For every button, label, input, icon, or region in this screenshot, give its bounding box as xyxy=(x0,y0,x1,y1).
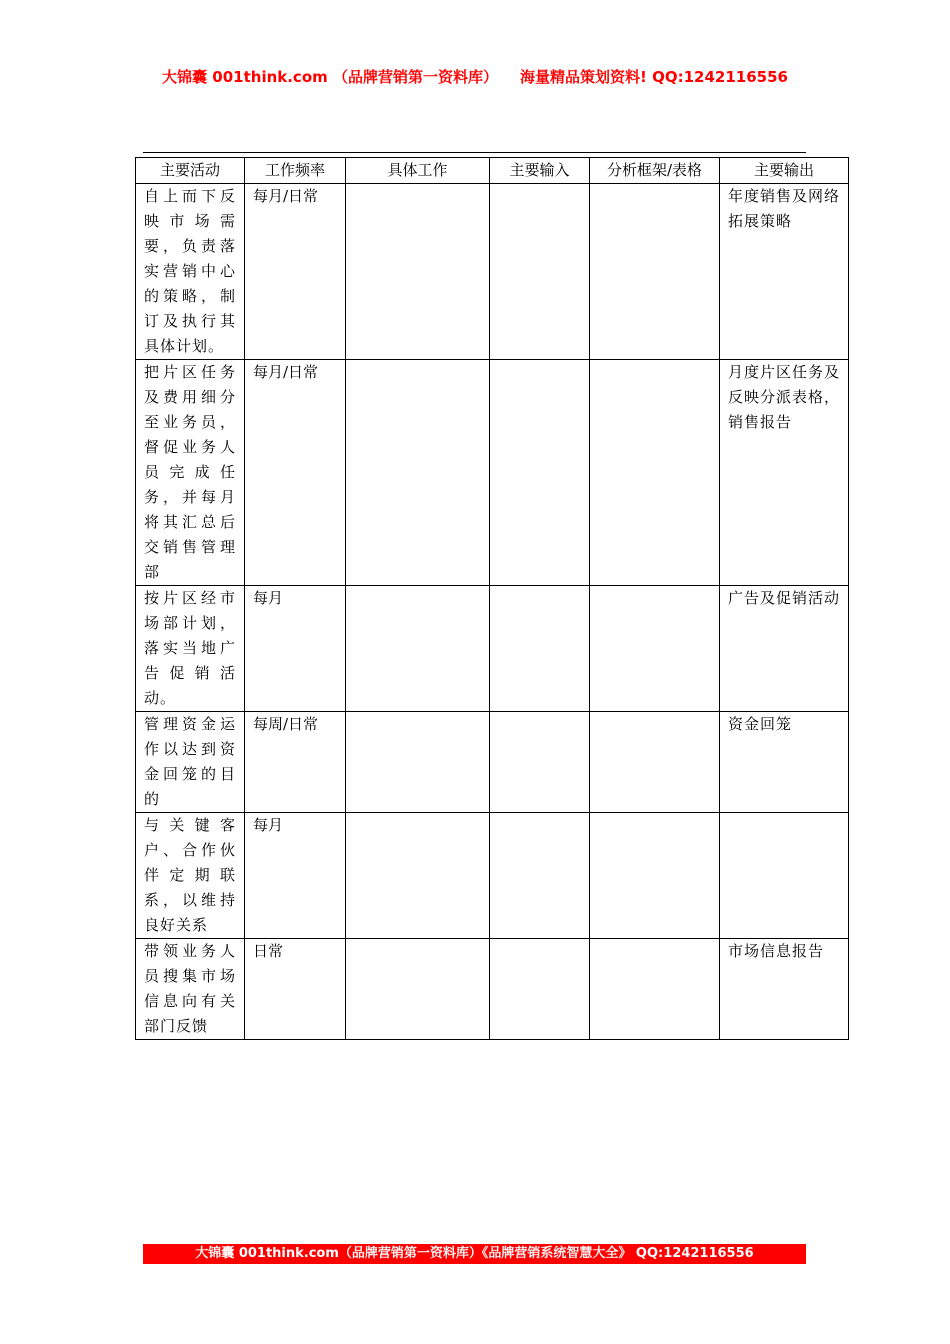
header-divider xyxy=(143,152,806,153)
activity-cell: 管理资金运作以达到资金回笼的目的 xyxy=(136,712,245,813)
framework-cell xyxy=(590,360,720,586)
output-cell: 年度销售及网络拓展策略 xyxy=(720,184,849,360)
input-cell xyxy=(490,813,590,939)
frequency-cell: 每月 xyxy=(245,813,346,939)
activity-cell: 自上而下反映市场需要，负责落实营销中心的策略，制订及执行其具体计划。 xyxy=(136,184,245,360)
frequency-cell: 每周/日常 xyxy=(245,712,346,813)
table-row xyxy=(136,586,849,712)
work-cell xyxy=(346,586,490,712)
header-slogan: 海量精品策划资料! xyxy=(520,68,647,86)
header-qq: QQ:1242116556 xyxy=(652,68,788,86)
output-cell: 市场信息报告 xyxy=(720,939,849,1040)
frequency-cell: 每月 xyxy=(245,586,346,712)
output-cell xyxy=(720,813,849,939)
column-header-output: 主要输出 xyxy=(720,158,849,184)
table-header-row xyxy=(136,158,849,184)
work-cell xyxy=(346,360,490,586)
header-tagline: （品牌营销第一资料库） xyxy=(333,68,499,86)
duty-table xyxy=(135,157,849,1040)
footer-banner: 大锦囊 001think.com（品牌营销第一资料库）《品牌营销系统智慧大全》 QQ:1242116556 xyxy=(143,1244,806,1264)
output-cell: 月度片区任务及反映分派表格，销售报告 xyxy=(720,360,849,586)
work-cell xyxy=(346,939,490,1040)
activity-cell: 与关键客户、合作伙伴定期联系，以维持良好关系 xyxy=(136,813,245,939)
table-row xyxy=(136,184,849,360)
input-cell xyxy=(490,184,590,360)
input-cell xyxy=(490,939,590,1040)
work-cell xyxy=(346,712,490,813)
frequency-cell: 每月/日常 xyxy=(245,184,346,360)
work-cell xyxy=(346,813,490,939)
frequency-cell: 日常 xyxy=(245,939,346,1040)
output-cell: 广告及促销活动 xyxy=(720,586,849,712)
framework-cell xyxy=(590,939,720,1040)
framework-cell xyxy=(590,586,720,712)
framework-cell xyxy=(590,813,720,939)
header-banner xyxy=(0,66,950,87)
table-row xyxy=(136,939,849,1040)
output-cell: 资金回笼 xyxy=(720,712,849,813)
activity-cell: 按片区经市场部计划，落实当地广告促销活动。 xyxy=(136,586,245,712)
column-header-activity: 主要活动 xyxy=(136,158,245,184)
framework-cell xyxy=(590,184,720,360)
column-header-input: 主要输入 xyxy=(490,158,590,184)
table-row xyxy=(136,360,849,586)
input-cell xyxy=(490,586,590,712)
work-cell xyxy=(346,184,490,360)
input-cell xyxy=(490,360,590,586)
table-row xyxy=(136,712,849,813)
column-header-frequency: 工作频率 xyxy=(245,158,346,184)
input-cell xyxy=(490,712,590,813)
frequency-cell: 每月/日常 xyxy=(245,360,346,586)
header-site-link[interactable]: 001think.com xyxy=(212,68,328,86)
framework-cell xyxy=(590,712,720,813)
table-row xyxy=(136,813,849,939)
activity-cell: 把片区任务及费用细分至业务员，督促业务人员完成任务，并每月将其汇总后交销售管理部 xyxy=(136,360,245,586)
column-header-work: 具体工作 xyxy=(346,158,490,184)
activity-cell: 带领业务人员搜集市场信息向有关部门反馈 xyxy=(136,939,245,1040)
column-header-framework: 分析框架/表格 xyxy=(590,158,720,184)
header-brand: 大锦囊 xyxy=(162,68,208,86)
